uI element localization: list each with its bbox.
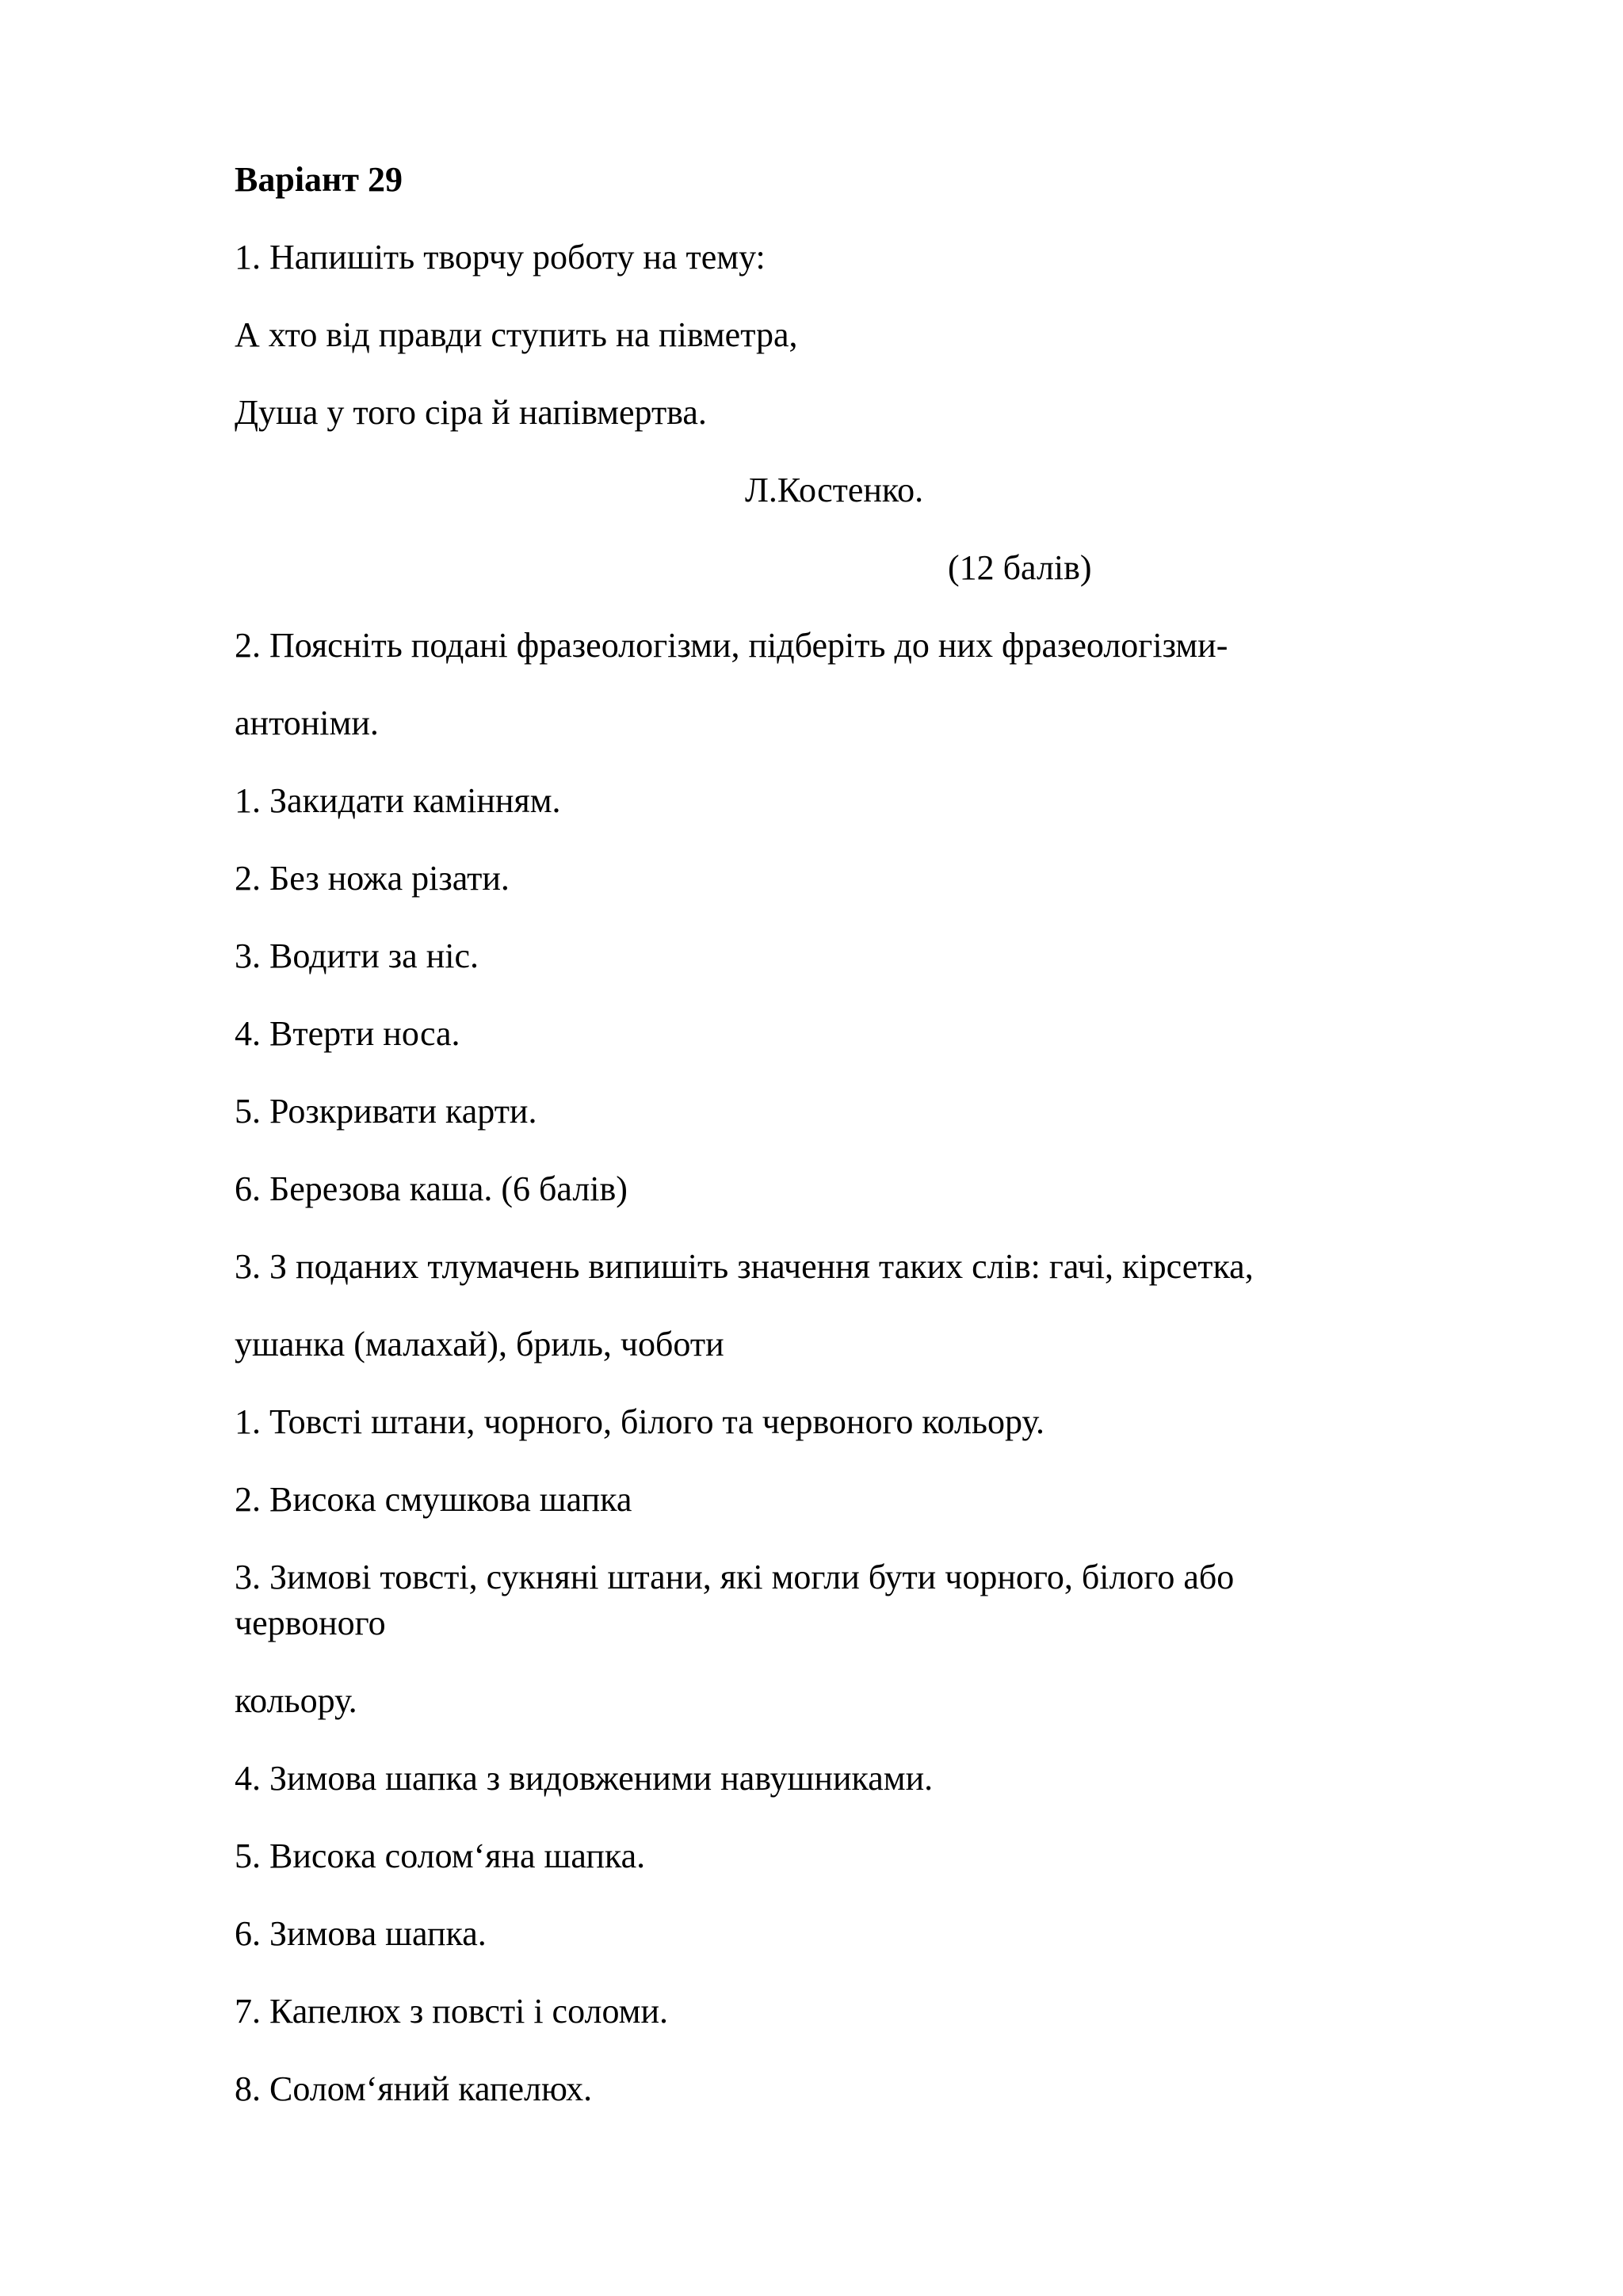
list-item: 8. Солом‘яний капелюх. xyxy=(235,2069,593,2108)
list-item: 5. Розкривати карти. xyxy=(235,1092,537,1131)
task1-prompt: 1. Напишіть творчу роботу на тему: xyxy=(235,238,766,277)
list-item: 4. Зимова шапка з видовженими навушниками. xyxy=(235,1759,934,1798)
task2-prompt-line-1: 2. Поясніть подані фразеологізми, підберіть до них фразеологізми- xyxy=(235,626,1228,665)
list-item-continuation: червоного xyxy=(235,1604,386,1642)
list-item: 5. Висока солом‘яна шапка. xyxy=(235,1836,646,1875)
list-item: 6. Зимова шапка. xyxy=(235,1914,487,1953)
variant-title: Варіант 29 xyxy=(235,160,403,199)
list-item: 7. Капелюх з повсті і соломи. xyxy=(235,1992,669,2031)
list-item-continuation: кольору. xyxy=(235,1681,357,1720)
quote-line-1: А хто від правди ступить на півметра, xyxy=(235,315,798,354)
list-item: 6. Березова каша. (6 балів) xyxy=(235,1169,628,1208)
list-item: 2. Без ножа різати. xyxy=(235,859,510,898)
list-item: 3. Зимові товсті, сукняні штани, які могли бути чорного, білого або xyxy=(235,1558,1235,1596)
quote-line-2: Душа у того сіра й напівмертва. xyxy=(235,393,707,432)
list-item: 2. Висока смушкова шапка xyxy=(235,1480,632,1519)
quote-author: Л.Костенко. xyxy=(745,471,924,509)
list-item: 1. Товсті штани, чорного, білого та червоного кольору. xyxy=(235,1402,1045,1441)
task1-points: (12 балів) xyxy=(948,548,1092,587)
list-item: 3. Водити за ніс. xyxy=(235,936,479,975)
task2-prompt-line-2: антоніми. xyxy=(235,704,379,742)
list-item: 4. Втерти носа. xyxy=(235,1014,460,1053)
task3-prompt-line-2: ушанка (малахай), бриль, чоботи xyxy=(235,1325,724,1363)
list-item: 1. Закидати камінням. xyxy=(235,781,561,820)
task3-prompt-line-1: 3. З поданих тлумачень випишіть значення таких слів: гачі, кірсетка, xyxy=(235,1247,1254,1286)
